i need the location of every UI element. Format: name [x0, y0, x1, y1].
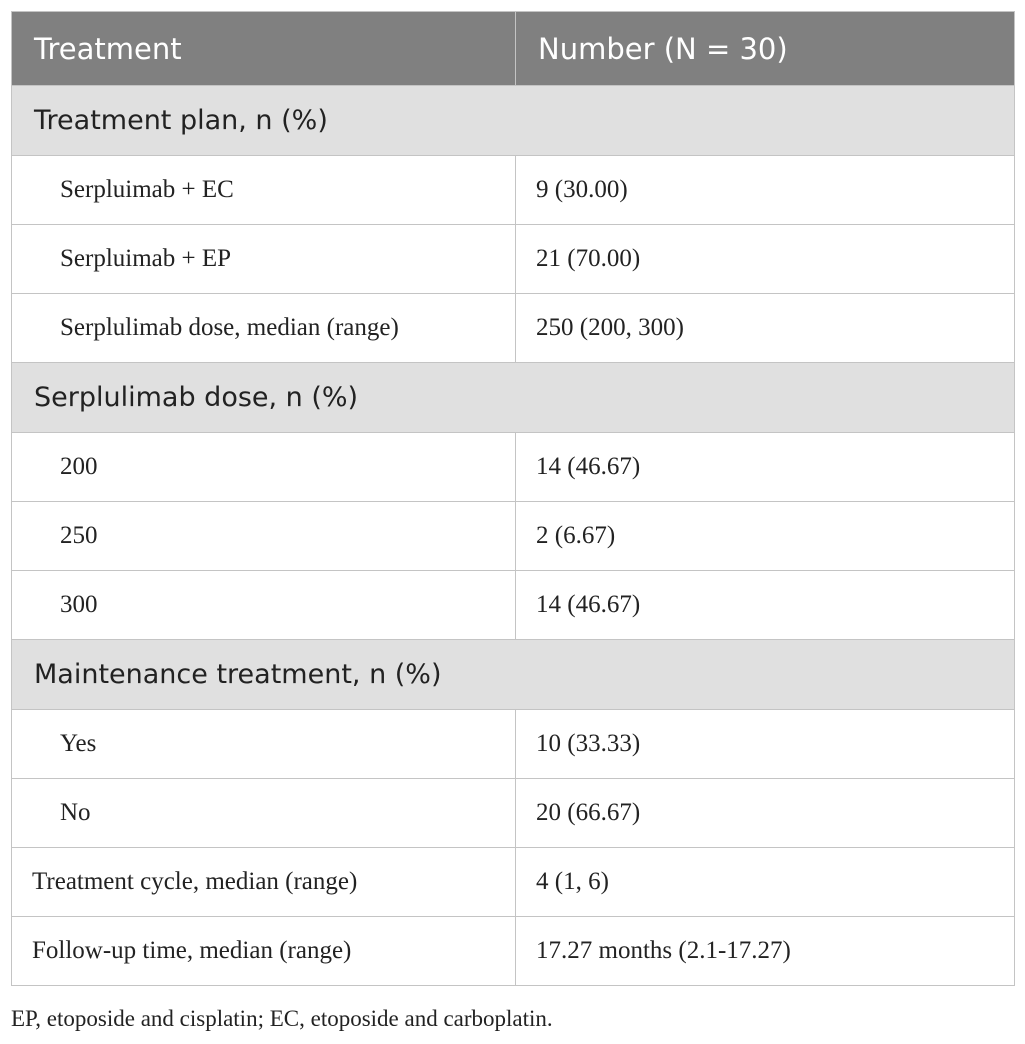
treatment-table — [11, 11, 1015, 986]
row-label: Serpluimab + EP — [12, 225, 516, 294]
table-row — [12, 156, 1015, 225]
row-value: 14 (46.67) — [516, 433, 1015, 502]
row-value: 14 (46.67) — [516, 571, 1015, 640]
table-row — [12, 294, 1015, 363]
row-value: 9 (30.00) — [516, 156, 1015, 225]
row-label: Yes — [12, 710, 516, 779]
row-value: 4 (1, 6) — [516, 848, 1015, 917]
section-label: Maintenance treatment, n (%) — [12, 640, 1015, 710]
row-label: Serplulimab dose, median (range) — [12, 294, 516, 363]
row-value: 2 (6.67) — [516, 502, 1015, 571]
header-treatment: Treatment — [12, 12, 516, 86]
section-header-row — [12, 363, 1015, 433]
row-label: 300 — [12, 571, 516, 640]
row-label: 250 — [12, 502, 516, 571]
table-header-row — [12, 12, 1015, 86]
table-row — [12, 848, 1015, 917]
section-label: Serplulimab dose, n (%) — [12, 363, 1015, 433]
row-label: 200 — [12, 433, 516, 502]
section-header-row — [12, 640, 1015, 710]
row-value: 20 (66.67) — [516, 779, 1015, 848]
header-number: Number (N = 30) — [516, 12, 1015, 86]
table-row — [12, 433, 1015, 502]
section-header-row — [12, 86, 1015, 156]
table-row — [12, 571, 1015, 640]
row-value: 250 (200, 300) — [516, 294, 1015, 363]
table-row — [12, 779, 1015, 848]
table-footnote: EP, etoposide and cisplatin; EC, etoposide and carboplatin. — [11, 1006, 553, 1031]
row-label: No — [12, 779, 516, 848]
row-label: Follow-up time, median (range) — [12, 917, 516, 986]
section-label: Treatment plan, n (%) — [12, 86, 1015, 156]
row-value: 10 (33.33) — [516, 710, 1015, 779]
row-label: Treatment cycle, median (range) — [12, 848, 516, 917]
table-row — [12, 502, 1015, 571]
table-row — [12, 710, 1015, 779]
table-row — [12, 917, 1015, 986]
table-row — [12, 225, 1015, 294]
row-value: 17.27 months (2.1-17.27) — [516, 917, 1015, 986]
row-label: Serpluimab + EC — [12, 156, 516, 225]
row-value: 21 (70.00) — [516, 225, 1015, 294]
